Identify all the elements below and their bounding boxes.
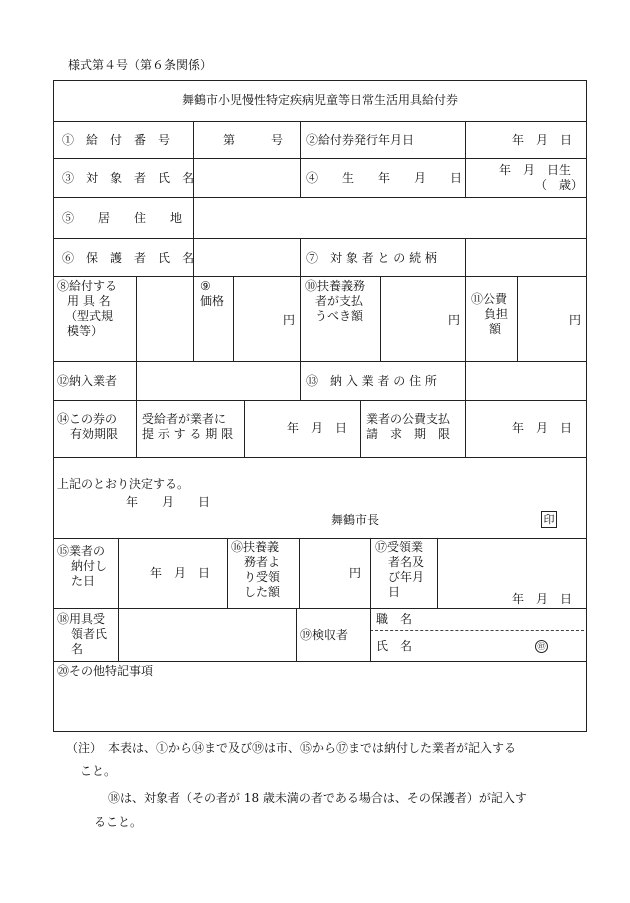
note-line-3: ⑱は、対象者（その者が 18 歳未満の者である場合は、その保護者）が記入す bbox=[108, 791, 527, 805]
decision-text: 上記のとおり決定する。 bbox=[57, 477, 190, 491]
value-birth-date: 年 月 日生 bbox=[499, 163, 572, 177]
received-amount-unit: 円 bbox=[349, 566, 362, 580]
label-residence: ⑤ 居 住 地 bbox=[62, 211, 183, 225]
value-delivery-date: 年 月 日 bbox=[150, 566, 211, 580]
label-inspector: ⑲検収者 bbox=[300, 628, 349, 642]
label-equipment-name: ⑧給付する 用 具 名 （型式規 模等） bbox=[57, 279, 118, 338]
label-guardian-name: ⑥ 保 護 者 氏 名 bbox=[62, 251, 195, 265]
label-claim-deadline: 業者の公費支払 請 求 期 限 bbox=[366, 412, 451, 441]
label-subject-name: ③ 対 象 者 氏 名 bbox=[62, 171, 195, 185]
guardian-payment-unit: 円 bbox=[448, 313, 461, 327]
label-guardian-payment: ⑩扶養義務 者が支払 うべき額 bbox=[305, 279, 366, 323]
mayor-seal: 印 bbox=[541, 511, 557, 528]
label-supplier-address: ⑬ 納 入 業 者 の 住 所 bbox=[306, 374, 437, 388]
label-inspector-name: 氏 名 bbox=[376, 639, 413, 653]
label-issue-number: ① 給 付 番 号 bbox=[62, 133, 171, 147]
form-title: 舞鶴市小児慢性特定疾病児童等日常生活用具給付券 bbox=[181, 93, 458, 107]
label-relationship: ⑦ 対 象 者 と の 続 柄 bbox=[306, 251, 437, 265]
value-receipt-date: 年 月 日 bbox=[512, 592, 573, 606]
note-line-2: こと。 bbox=[80, 764, 117, 778]
value-age: （ 歳） bbox=[535, 178, 584, 192]
decision-date: 年 月 日 bbox=[126, 495, 211, 509]
value-claim-deadline: 年 月 日 bbox=[512, 421, 573, 435]
label-recipient-name: ⑱用具受 領者氏 名 bbox=[57, 612, 108, 656]
note-line-4: ること。 bbox=[94, 815, 143, 829]
label-birth-date: ④ 生 年 月 日 bbox=[306, 171, 463, 185]
mayor-label: 舞鶴市長 bbox=[331, 513, 380, 527]
label-presentation-deadline: 受給者が業者に 提 示 す る 期 限 bbox=[142, 412, 234, 441]
value-issue-date: 年 月 日 bbox=[512, 133, 573, 147]
value-issue-number: 第 号 bbox=[223, 133, 284, 147]
value-presentation-deadline: 年 月 日 bbox=[287, 421, 348, 435]
inspector-seal: ㊞ bbox=[535, 640, 548, 653]
label-price: ⑨ 価格 bbox=[200, 279, 225, 308]
note-line-1: （注） 本表は、①から⑭まで及び⑲は市、⑮から⑰までは納付した業者が記入する bbox=[66, 741, 517, 755]
price-unit: 円 bbox=[283, 313, 296, 327]
label-delivery-date: ⑮業者の 納付し た日 bbox=[57, 544, 108, 588]
label-receipt-supplier: ⑰受領業 者名及 び年月 日 bbox=[375, 540, 425, 599]
label-post: 職 名 bbox=[376, 612, 413, 626]
label-public-burden: ⑪公費 負担 額 bbox=[471, 292, 509, 336]
label-received-amount: ⑯扶養義 務者よ り受領 した額 bbox=[231, 540, 281, 599]
public-burden-unit: 円 bbox=[569, 313, 582, 327]
form-number: 様式第４号（第６条関係） bbox=[68, 58, 213, 72]
label-special-notes: ⑳その他特記事項 bbox=[57, 664, 154, 678]
label-valid-period: ⑭この券の 有効期限 bbox=[57, 412, 119, 441]
label-issue-date: ②給付券発行年月日 bbox=[306, 133, 415, 147]
label-supplier: ⑫納入業者 bbox=[57, 374, 118, 388]
